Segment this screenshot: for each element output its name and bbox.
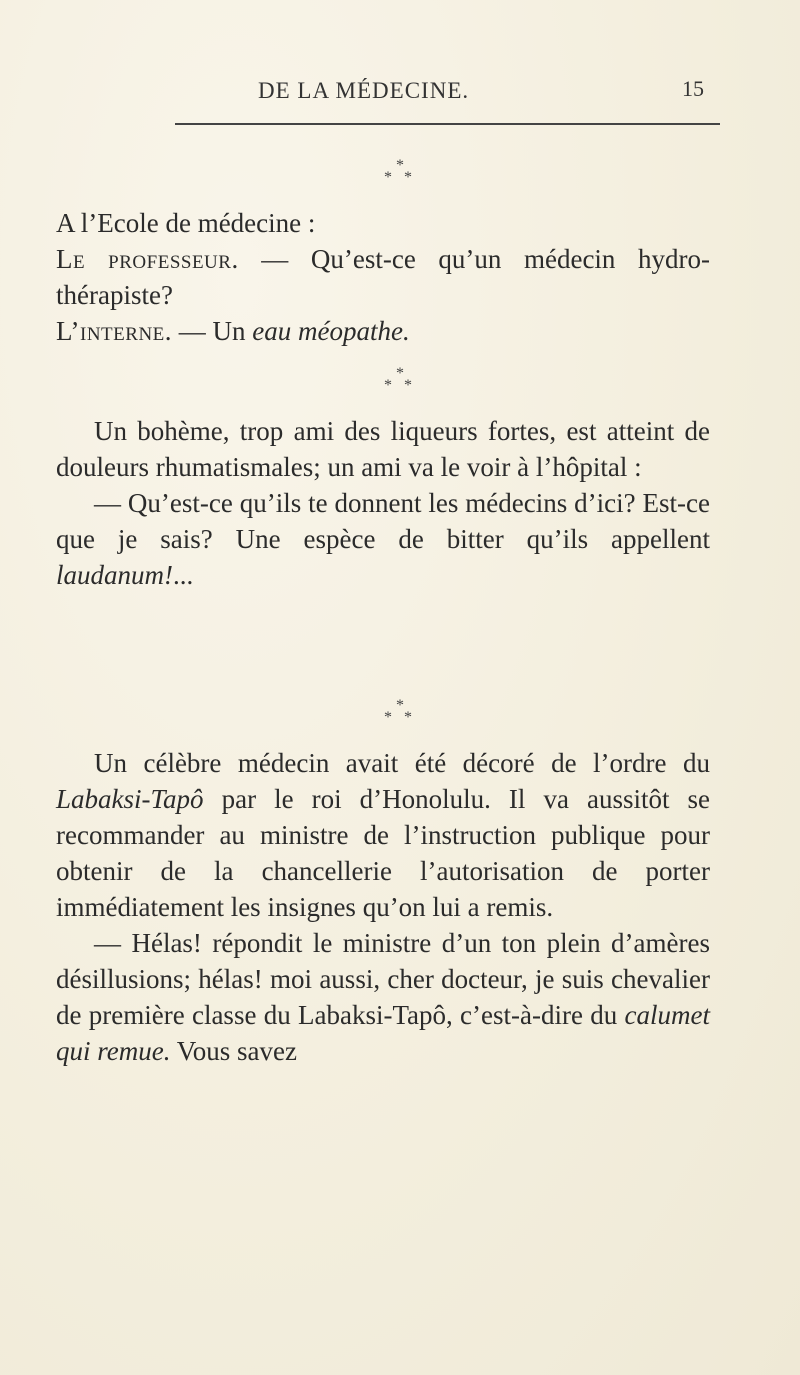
paragraph bbox=[56, 745, 710, 925]
header-rule bbox=[175, 123, 720, 125]
dialogue-interne bbox=[56, 313, 710, 349]
page-number: 15 bbox=[682, 76, 704, 101]
asterism-bottom: * * bbox=[384, 169, 416, 186]
asterism-bottom: * * bbox=[384, 709, 416, 726]
paragraph-text: — Hélas! répondit le ministre d’un ton plein d’amères désillusions; hélas! moi aussi, cher docteur, je suis chevalier de première classe du Labaksi-Tapô, c’est-à-dire du bbox=[56, 928, 710, 1030]
speech-interne-italic: eau méopathe. bbox=[252, 316, 410, 346]
running-title: DE LA MÉDECINE. bbox=[258, 78, 470, 103]
paragraph: Un bohème, trop ami des liqueurs fortes, est atteint de douleurs rhumatismales; un ami va le voir à l’hôpital : bbox=[56, 416, 710, 482]
paragraph bbox=[56, 485, 710, 593]
asterism-top: * bbox=[396, 365, 404, 382]
anecdote-boheme bbox=[56, 413, 710, 593]
speech-professeur: — Qu’est-ce qu’un médecin hydro-thérapiste? bbox=[56, 244, 710, 310]
paragraph-italic: laudanum! bbox=[56, 560, 173, 590]
paragraph-italic: calumet qui remue. bbox=[56, 1000, 710, 1066]
paragraph-text: — Qu’est-ce qu’ils te donnent les médecins d’ici? Est-ce que je sais? Une espèce de bitter qu’ils appellent bbox=[56, 488, 710, 554]
speech-interne: — Un bbox=[172, 316, 253, 346]
asterism-bottom: * * bbox=[384, 377, 416, 394]
page-header bbox=[0, 78, 800, 108]
paragraph-italic: Labaksi-Tapô bbox=[56, 784, 204, 814]
asterism-top: * bbox=[396, 697, 404, 714]
speaker-interne: L’interne. bbox=[56, 316, 173, 346]
paragraph-text: ... bbox=[173, 560, 194, 590]
speaker-professeur: Le professeur. bbox=[56, 244, 239, 274]
anecdote-intro: A l’Ecole de médecine : bbox=[56, 208, 316, 238]
paragraph bbox=[56, 925, 710, 1069]
anecdote-medecin bbox=[56, 745, 710, 1069]
anecdote-ecole bbox=[56, 205, 710, 349]
paragraph-text: Vous savez bbox=[170, 1036, 297, 1066]
asterism-top: * bbox=[396, 157, 404, 174]
dialogue-professeur bbox=[56, 241, 710, 313]
paragraph-text: par le roi d’Honolulu. Il va aussitôt se recommander au ministre de l’instruction publique pour obtenir de la chancellerie l’autorisation de porter immédiatement les insignes qu’on lui a remis. bbox=[56, 784, 710, 922]
paragraph-text: Un célèbre médecin avait été décoré de l’ordre du bbox=[94, 748, 710, 778]
